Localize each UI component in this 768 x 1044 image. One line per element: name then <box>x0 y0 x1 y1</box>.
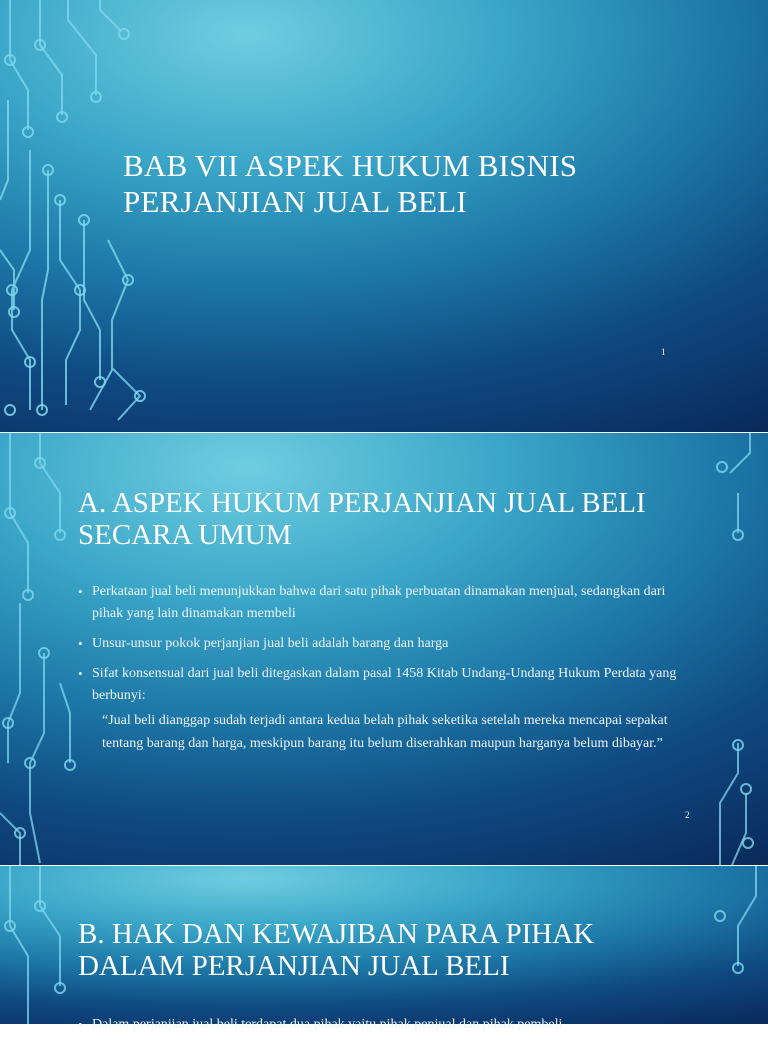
quoted-article-text: “Jual beli dianggap sudah terjadi antara kedua belah pihak seketika setelah mereka mencapai sepakat tentang barang dan harga, meskipun barang itu belum diserahkan maupun harganya belum dibayar.” <box>102 713 668 751</box>
circuit-decoration-left <box>0 433 80 865</box>
list-item <box>78 1014 684 1036</box>
slide-3[interactable] <box>0 866 768 1032</box>
list-item <box>78 663 684 755</box>
bullet-text: Sifat konsensual dari jual beli ditegaskan dalam pasal 1458 Kitab Undang-Undang Hukum Perdata yang berbunyi: <box>92 666 677 703</box>
slide-title: B. HAK DAN KEWAJIBAN PARA PIHAK DALAM PERJANJIAN JUAL BELI <box>78 918 595 982</box>
bullet-text: Unsur-unsur pokok perjanjian jual beli adalah barang dan harga <box>92 636 449 651</box>
circuit-decoration-left <box>0 866 80 1024</box>
list-item <box>78 581 684 625</box>
bullet-icon: • <box>78 584 83 599</box>
circuit-decoration-right <box>700 433 768 865</box>
slide-title: A. ASPEK HUKUM PERJANJIAN JUAL BELI SECARA UMUM <box>78 487 646 551</box>
bullet-list <box>78 581 684 763</box>
slide-title: BAB VII ASPEK HUKUM BISNIS PERJANJIAN JUAL BELI <box>123 148 578 219</box>
slide-1[interactable] <box>0 0 768 432</box>
circuit-decoration-right <box>700 866 768 1024</box>
slide-number: 1 <box>661 347 666 357</box>
bullet-icon: • <box>78 636 83 651</box>
bullet-text: Perkataan jual beli menunjukkan bahwa dari satu pihak perbuatan dinamakan menjual, sedangkan dari pihak yang lain dinamakan membeli <box>92 584 666 621</box>
bullet-list <box>78 1014 684 1044</box>
bullet-icon: • <box>78 666 83 681</box>
slide-2[interactable] <box>0 433 768 865</box>
slide-number: 2 <box>685 810 690 820</box>
bullet-text: Dalam perjanjian jual beli terdapat dua pihak yaitu pihak penjual dan pihak pembeli <box>92 1017 563 1032</box>
bullet-icon: • <box>78 1017 83 1032</box>
list-item <box>78 633 684 655</box>
